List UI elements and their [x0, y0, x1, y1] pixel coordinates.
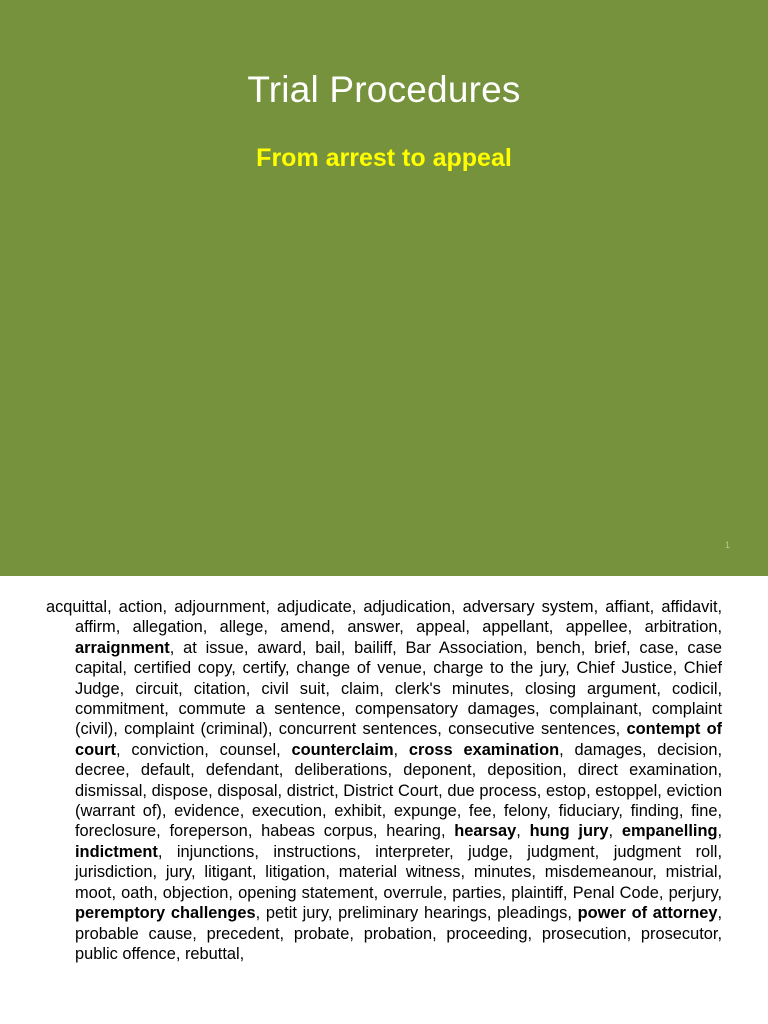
glossary-term: bench — [536, 638, 581, 657]
glossary-term: case capital — [75, 638, 722, 678]
glossary-term: estoppel — [595, 781, 658, 800]
glossary-term: commute a sentence — [178, 700, 341, 719]
glossary-term: Chief Judge — [75, 659, 722, 698]
glossary-term: compensatory damages — [355, 700, 536, 719]
slide-subtitle: From arrest to appeal — [256, 144, 512, 172]
glossary-term: adjudicate — [277, 598, 352, 616]
glossary-term: fee — [468, 802, 492, 821]
glossary-term: codicil — [671, 679, 718, 698]
glossary-term: complainant — [549, 700, 638, 719]
glossary-term: affiant — [605, 598, 650, 616]
glossary-term: deponent — [403, 761, 472, 780]
glossary-term: direct examination — [577, 761, 718, 780]
glossary-term: petit jury — [265, 904, 328, 923]
glossary-term: finding — [630, 802, 679, 821]
glossary-term-list: acquittal, action, adjournment, adjudicate, adjudication, adversary system, affiant, affidavit, affirm, allegation, allege, amend, answer, appeal, appellant, appellee, arbitration, arraignment, at issue, award, bail, bailiff, Bar Association, bench, brief, case, case capital, certified copy, certify, change of venue, charge to the jury, Chief Justice, Chief Judge, circuit, citation, civil suit, claim, clerk's minutes, closing argument, codicil, commitment, commute a sentence, compensatory damages, complainant, complaint (civil), complaint (criminal), concurrent sentences, consecutive sentences, contempt of court, conviction, counsel, counterclaim, cross examination, damages, decision, decree, default, defendant, deliberations, deponent, deposition, direct examination, dismissal, dispose, disposal, district, District Court, due process, estop, estoppel, eviction (warrant of), evidence, execution, exhibit, expunge, fee, felony, fiduciary, finding, fine, foreclosure, foreperson, habeas corpus, hearing, hearsay, hung jury, empanelling, indictment, injunctions, instructions, interpreter, judge, judgment, judgment roll, jurisdiction, jury, litigant, litigation, material witness, minutes, misdemeanour, mistrial, moot, oath, objection, opening statement, overrule, parties, plaintiff, Penal Code, perjury, peremptory challenges, petit jury, preliminary hearings, pleadings, power of attorney, probable cause, precedent, probate, probation, proceeding, prosecution, prosecutor, public offence, rebuttal, — [46, 598, 722, 963]
glossary-term: Chief Justice — [576, 659, 673, 678]
glossary-term: appellee — [565, 618, 628, 637]
glossary-term: probable cause — [75, 924, 193, 943]
glossary-term: rebuttal — [184, 944, 240, 963]
glossary-term: litigation — [265, 863, 326, 882]
glossary-term: pleadings — [497, 904, 568, 923]
glossary-term: adversary system — [462, 598, 594, 616]
glossary-term: execution — [251, 802, 323, 821]
glossary-term: fiduciary — [558, 802, 619, 821]
glossary-term: Bar Association — [405, 638, 523, 657]
glossary-term: certified copy — [133, 659, 232, 678]
glossary-term: expunge — [393, 802, 457, 821]
glossary-term: complaint (criminal) — [124, 720, 268, 739]
glossary-term: appeal — [416, 618, 466, 637]
glossary-term: charge to the jury — [433, 659, 566, 678]
glossary-term: habeas corpus — [261, 822, 373, 841]
slide-number: 1 — [724, 540, 730, 550]
glossary-term: civil suit — [261, 679, 326, 698]
glossary-term: peremptory challenges — [75, 904, 256, 923]
glossary-term: Penal Code — [572, 883, 659, 902]
glossary-term: judge — [468, 842, 509, 861]
glossary-term: defendant — [205, 761, 279, 780]
glossary-term: District Court — [343, 781, 439, 800]
glossary-term: concurrent sentences — [278, 720, 438, 739]
glossary-term: deposition — [487, 761, 563, 780]
glossary-term: plaintiff — [511, 883, 563, 902]
glossary-term: hung jury — [529, 822, 609, 841]
glossary-term: amend — [280, 618, 331, 637]
glossary-term: prosecutor — [640, 924, 718, 943]
glossary-term: dismissal — [75, 781, 143, 800]
glossary-term: jury — [165, 863, 192, 882]
glossary-term: moot — [75, 883, 112, 902]
glossary-term: hearing — [386, 822, 441, 841]
glossary-term: judgment roll — [613, 842, 718, 861]
glossary-term: felony — [503, 802, 547, 821]
glossary-term: adjournment — [174, 598, 266, 616]
glossary-term: litigant — [204, 863, 252, 882]
glossary-term: bail — [315, 638, 341, 657]
glossary-term: perjury — [668, 883, 718, 902]
glossary-term: foreclosure — [75, 822, 157, 841]
glossary-term: decision — [657, 740, 718, 759]
glossary-term: preliminary hearings — [338, 904, 487, 923]
glossary-term: precedent — [206, 924, 280, 943]
glossary-term: damages — [574, 740, 642, 759]
glossary-term: mistrial — [665, 863, 718, 882]
glossary-term: public offence — [75, 944, 176, 963]
glossary-term: district — [286, 781, 335, 800]
glossary-term: cross examination — [408, 740, 560, 759]
glossary-term: power of attorney — [577, 904, 718, 923]
glossary-term: estop — [545, 781, 587, 800]
glossary-term: circuit — [135, 679, 179, 698]
glossary-term: injunctions — [176, 842, 255, 861]
glossary-term: closing argument — [524, 679, 657, 698]
glossary-term: exhibit — [334, 802, 382, 821]
glossary-term: at issue — [183, 638, 244, 657]
glossary-term: minutes — [473, 863, 532, 882]
glossary-term: fine — [691, 802, 718, 821]
glossary-term: affidavit — [661, 598, 718, 616]
glossary-term: parties — [452, 883, 502, 902]
glossary-term: objection — [162, 883, 229, 902]
glossary-term: decree — [75, 761, 126, 780]
glossary-term: award — [257, 638, 302, 657]
glossary-term: deliberations — [294, 761, 388, 780]
glossary-term: appellant — [482, 618, 549, 637]
glossary-term: contempt of court — [75, 720, 722, 759]
glossary-term: interpreter — [375, 842, 450, 861]
glossary-term: instructions — [273, 842, 357, 861]
glossary-term: commitment — [75, 700, 165, 719]
glossary-term: due process — [447, 781, 537, 800]
glossary-term: probation — [363, 924, 433, 943]
glossary-term: allege — [219, 618, 264, 637]
glossary-term: adjudication — [363, 598, 451, 616]
glossary-term: clerk's minutes — [394, 679, 510, 698]
glossary-term: arbitration — [644, 618, 718, 637]
glossary-term: disposal — [217, 781, 278, 800]
glossary-section — [46, 597, 722, 1024]
glossary-term: case — [639, 638, 675, 657]
glossary-term: indictment — [75, 842, 158, 861]
glossary-term: bailiff — [354, 638, 393, 657]
glossary-term: proceeding — [446, 924, 528, 943]
glossary-term: material witness — [338, 863, 461, 882]
glossary-term: probate — [293, 924, 350, 943]
glossary-term: action — [118, 598, 163, 616]
glossary-term: citation — [193, 679, 246, 698]
glossary-term: allegation — [132, 618, 203, 637]
glossary-term: opening statement — [238, 883, 374, 902]
glossary-term: judgment — [527, 842, 595, 861]
glossary-term: affirm — [75, 618, 116, 637]
glossary-term: brief — [594, 638, 627, 657]
glossary-term: acquittal — [46, 598, 108, 616]
glossary-term: counterclaim — [291, 740, 394, 759]
glossary-term: jurisdiction — [75, 863, 153, 882]
glossary-term: hearsay — [454, 822, 517, 841]
glossary-term: oath — [121, 883, 154, 902]
glossary-term: overrule — [383, 883, 443, 902]
glossary-term: answer — [347, 618, 400, 637]
glossary-term: evidence — [174, 802, 240, 821]
glossary-term: eviction (warrant of) — [75, 781, 722, 821]
glossary-term: certify — [242, 659, 286, 678]
glossary-term: empanelling — [621, 822, 718, 841]
glossary-term: default — [140, 761, 191, 780]
glossary-term: foreperson — [169, 822, 248, 841]
glossary-term: misdemeanour — [544, 863, 653, 882]
glossary-term: consecutive sentences — [448, 720, 616, 739]
glossary-term: prosecution — [541, 924, 627, 943]
glossary-term: arraignment — [75, 638, 170, 657]
glossary-term: dispose — [151, 781, 209, 800]
glossary-term: counsel — [219, 740, 277, 759]
glossary-term: claim — [340, 679, 380, 698]
slide-title: Trial Procedures — [247, 69, 521, 110]
glossary-term: complaint (civil) — [75, 700, 722, 739]
glossary-term: conviction — [131, 740, 205, 759]
glossary-term: change of venue — [296, 659, 422, 678]
